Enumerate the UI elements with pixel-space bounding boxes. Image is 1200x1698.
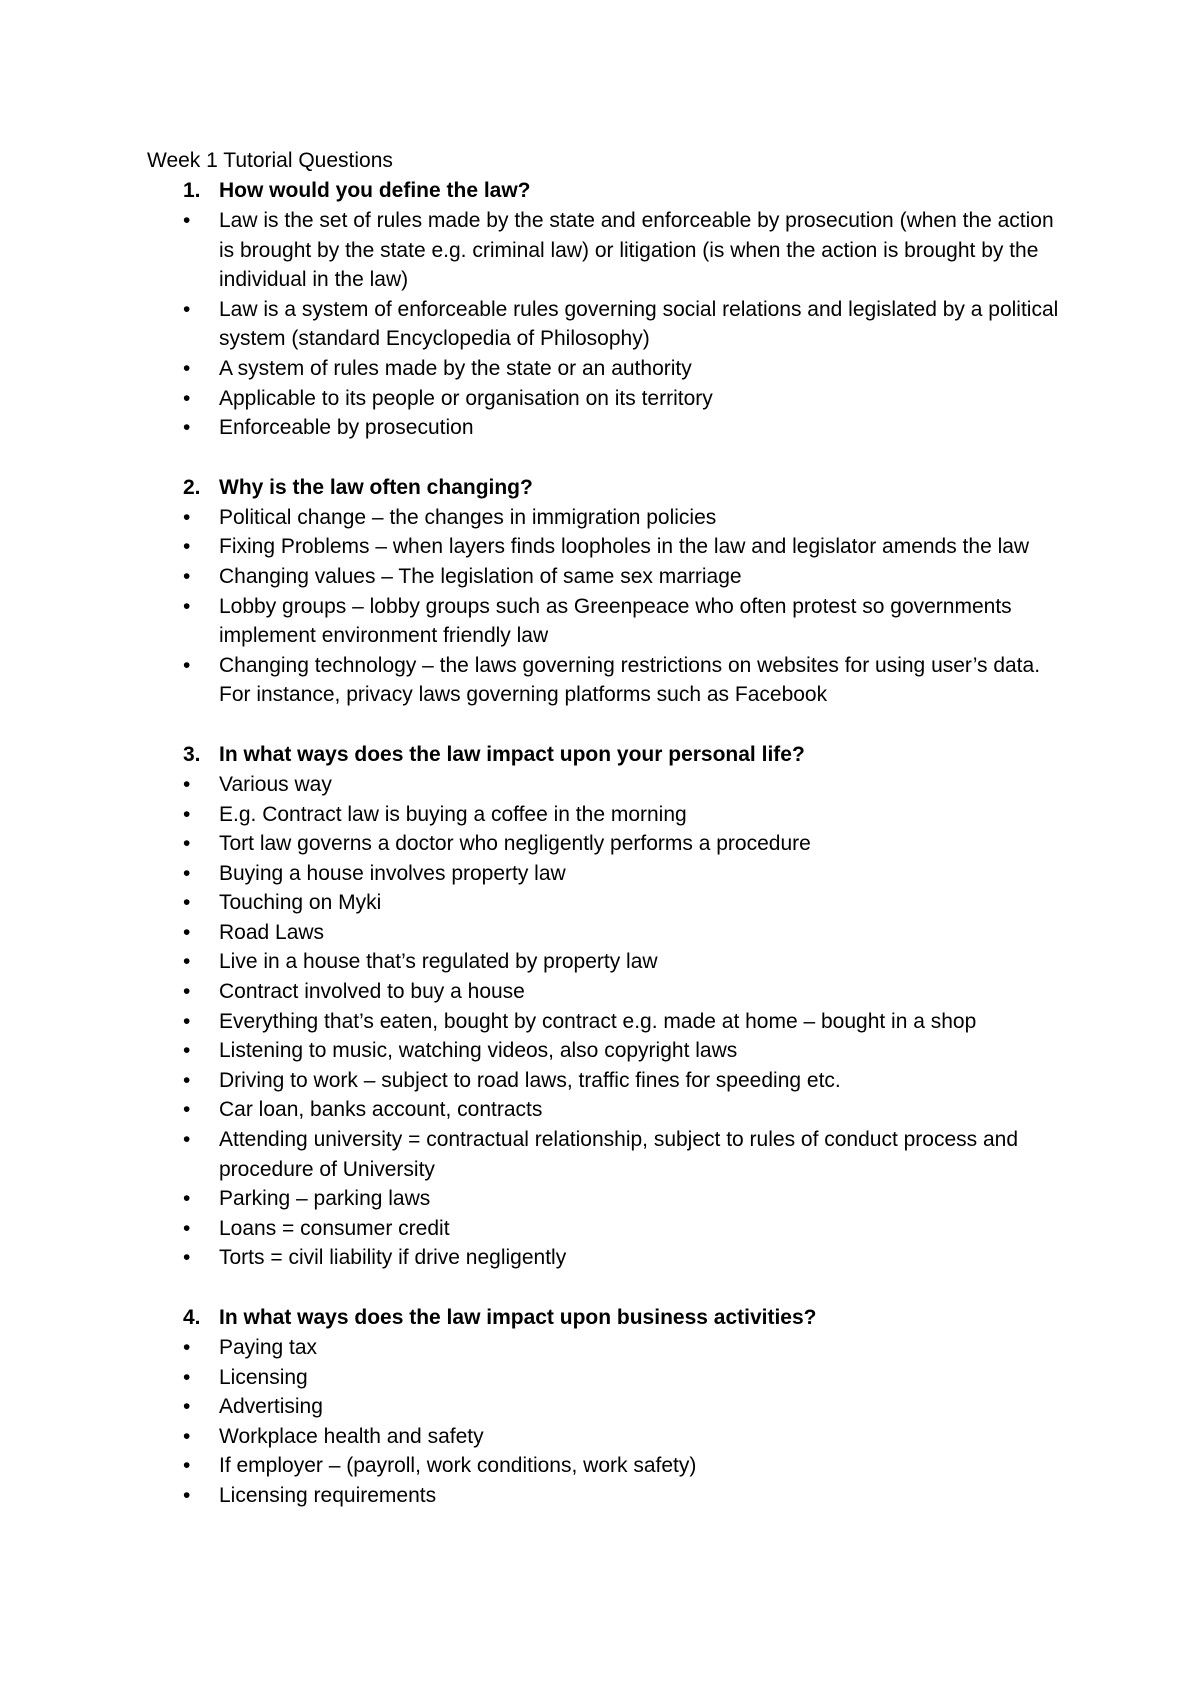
list-item bbox=[147, 977, 1067, 1007]
bullet-icon: • bbox=[183, 1068, 191, 1092]
question-heading bbox=[147, 176, 1067, 206]
bullet-icon: • bbox=[183, 535, 191, 559]
question-number: 2. bbox=[183, 475, 201, 499]
list-item-text: If employer – (payroll, work conditions, work safety) bbox=[219, 1454, 697, 1478]
bullet-icon: • bbox=[183, 980, 191, 1004]
list-item bbox=[147, 859, 1067, 889]
list-item bbox=[147, 1036, 1067, 1066]
bullet-icon: • bbox=[183, 802, 191, 826]
bullet-icon: • bbox=[183, 1128, 191, 1152]
list-item-text: Advertising bbox=[219, 1395, 323, 1419]
list-item-text: Law is a system of enforceable rules governing social relations and legislated by a political system (standard Encyclopedia of Philosophy) bbox=[219, 297, 1059, 351]
question-text: In what ways does the law impact upon your personal life? bbox=[219, 742, 805, 766]
bullet-icon: • bbox=[183, 1483, 191, 1507]
section-spacer bbox=[147, 710, 1067, 740]
question-section bbox=[147, 1303, 1067, 1511]
list-item bbox=[147, 800, 1067, 830]
document-title: Week 1 Tutorial Questions bbox=[147, 149, 393, 172]
bullet-icon: • bbox=[183, 832, 191, 856]
list-item bbox=[147, 1451, 1067, 1481]
list-item-text: Parking – parking laws bbox=[219, 1187, 431, 1211]
question-section bbox=[147, 473, 1067, 710]
answer-list bbox=[147, 206, 1067, 443]
list-item-text: Buying a house involves property law bbox=[219, 861, 566, 885]
list-item bbox=[147, 206, 1067, 295]
list-item-text: A system of rules made by the state or an authority bbox=[219, 356, 692, 380]
bullet-icon: • bbox=[183, 1187, 191, 1211]
bullet-icon: • bbox=[183, 1336, 191, 1359]
list-item bbox=[147, 1095, 1067, 1125]
list-item bbox=[147, 503, 1067, 533]
question-heading bbox=[147, 473, 1067, 503]
list-item-text: Applicable to its people or organisation on its territory bbox=[219, 386, 713, 410]
list-item bbox=[147, 1243, 1067, 1273]
bullet-icon: • bbox=[183, 1365, 191, 1389]
bullet-icon: • bbox=[183, 505, 191, 529]
list-item-text: Licensing bbox=[219, 1365, 308, 1389]
bullet-icon: • bbox=[183, 1098, 191, 1122]
list-item bbox=[147, 651, 1067, 710]
list-item-text: Changing values – The legislation of same sex marriage bbox=[219, 564, 742, 588]
list-item bbox=[147, 1007, 1067, 1037]
list-item bbox=[147, 1066, 1067, 1096]
bullet-icon: • bbox=[183, 920, 191, 944]
section-spacer bbox=[147, 1273, 1067, 1303]
list-item-text: Loans = consumer credit bbox=[219, 1216, 450, 1240]
list-item bbox=[147, 562, 1067, 592]
answer-list bbox=[147, 503, 1067, 710]
bullet-icon: • bbox=[183, 1454, 191, 1478]
list-item-text: Licensing requirements bbox=[219, 1483, 437, 1507]
list-item bbox=[147, 1214, 1067, 1244]
list-item-text: Tort law governs a doctor who negligently performs a procedure bbox=[219, 832, 811, 856]
answer-list bbox=[147, 1333, 1067, 1511]
list-item bbox=[147, 354, 1067, 384]
list-item-text: Paying tax bbox=[219, 1336, 318, 1359]
bullet-icon: • bbox=[183, 1039, 191, 1063]
bullet-icon: • bbox=[183, 594, 191, 618]
list-item-text: Contract involved to buy a house bbox=[219, 980, 525, 1004]
list-item-text: Driving to work – subject to road laws, traffic fines for speeding etc. bbox=[219, 1068, 841, 1092]
bullet-icon: • bbox=[183, 1009, 191, 1033]
document-content bbox=[147, 146, 1067, 1511]
list-item bbox=[147, 532, 1067, 562]
list-item bbox=[147, 888, 1067, 918]
bullet-icon: • bbox=[183, 1216, 191, 1240]
list-item bbox=[147, 1184, 1067, 1214]
list-item bbox=[147, 1363, 1067, 1393]
list-item bbox=[147, 829, 1067, 859]
bullet-icon: • bbox=[183, 1395, 191, 1419]
question-number: 1. bbox=[183, 179, 201, 202]
list-item-text: Road Laws bbox=[219, 920, 325, 944]
list-item bbox=[147, 1481, 1067, 1511]
list-item-text: Attending university = contractual relationship, subject to rules of conduct process and procedure of University bbox=[219, 1128, 1019, 1181]
list-item bbox=[147, 1422, 1067, 1452]
bullet-icon: • bbox=[183, 297, 191, 321]
bullet-icon: • bbox=[183, 1424, 191, 1448]
list-item bbox=[147, 413, 1067, 443]
bullet-icon: • bbox=[183, 564, 191, 588]
bullet-icon: • bbox=[183, 653, 191, 677]
question-text: Why is the law often changing? bbox=[219, 475, 533, 499]
question-section bbox=[147, 176, 1067, 443]
question-section bbox=[147, 740, 1067, 1273]
list-item-text: Law is the set of rules made by the state and enforceable by prosecution (when the action is brought by the state e.g. criminal law) or litigation (is when the action is brought by the individual in the law) bbox=[219, 209, 1054, 292]
list-item bbox=[147, 918, 1067, 948]
section-spacer bbox=[147, 443, 1067, 473]
list-item-text: Fixing Problems – when layers finds loopholes in the law and legislator amends the law bbox=[219, 535, 1030, 559]
list-item-text: Torts = civil liability if drive negligently bbox=[219, 1246, 567, 1270]
list-item-text: Car loan, banks account, contracts bbox=[219, 1098, 543, 1122]
list-item-text: Changing technology – the laws governing restrictions on websites for using user’s data. For instance, privacy laws governing platforms such as Facebook bbox=[219, 653, 1041, 707]
bullet-icon: • bbox=[183, 356, 191, 380]
question-text: How would you define the law? bbox=[219, 179, 531, 202]
bullet-icon: • bbox=[183, 386, 191, 410]
question-heading bbox=[147, 1303, 1067, 1333]
bullet-icon: • bbox=[183, 416, 191, 440]
bullet-icon: • bbox=[183, 861, 191, 885]
list-item-text: Live in a house that’s regulated by property law bbox=[219, 950, 658, 974]
answer-list bbox=[147, 770, 1067, 1273]
list-item bbox=[147, 1333, 1067, 1363]
list-item-text: Listening to music, watching videos, also copyright laws bbox=[219, 1039, 738, 1063]
bullet-icon: • bbox=[183, 772, 191, 796]
question-list bbox=[147, 176, 1067, 1511]
list-item-text: Touching on Myki bbox=[219, 891, 382, 915]
list-item bbox=[147, 1392, 1067, 1422]
question-text: In what ways does the law impact upon business activities? bbox=[219, 1306, 817, 1329]
question-number: 3. bbox=[183, 742, 201, 766]
list-item-text: Lobby groups – lobby groups such as Greenpeace who often protest so governments implement environment friendly law bbox=[219, 594, 1012, 648]
bullet-icon: • bbox=[183, 209, 191, 232]
list-item bbox=[147, 592, 1067, 651]
bullet-icon: • bbox=[183, 1246, 191, 1270]
list-item bbox=[147, 770, 1067, 800]
list-item-text: Enforceable by prosecution bbox=[219, 416, 474, 440]
list-item-text: Workplace health and safety bbox=[219, 1424, 484, 1448]
list-item-text: Political change – the changes in immigration policies bbox=[219, 505, 717, 529]
bullet-icon: • bbox=[183, 891, 191, 915]
list-item bbox=[147, 295, 1067, 354]
question-heading bbox=[147, 740, 1067, 770]
list-item bbox=[147, 947, 1067, 977]
list-item-text: Various way bbox=[219, 772, 332, 796]
question-number: 4. bbox=[183, 1306, 201, 1329]
list-item bbox=[147, 384, 1067, 414]
list-item-text: Everything that’s eaten, bought by contract e.g. made at home – bought in a shop bbox=[219, 1009, 977, 1033]
list-item-text: E.g. Contract law is buying a coffee in the morning bbox=[219, 802, 687, 826]
list-item bbox=[147, 1125, 1067, 1184]
bullet-icon: • bbox=[183, 950, 191, 974]
